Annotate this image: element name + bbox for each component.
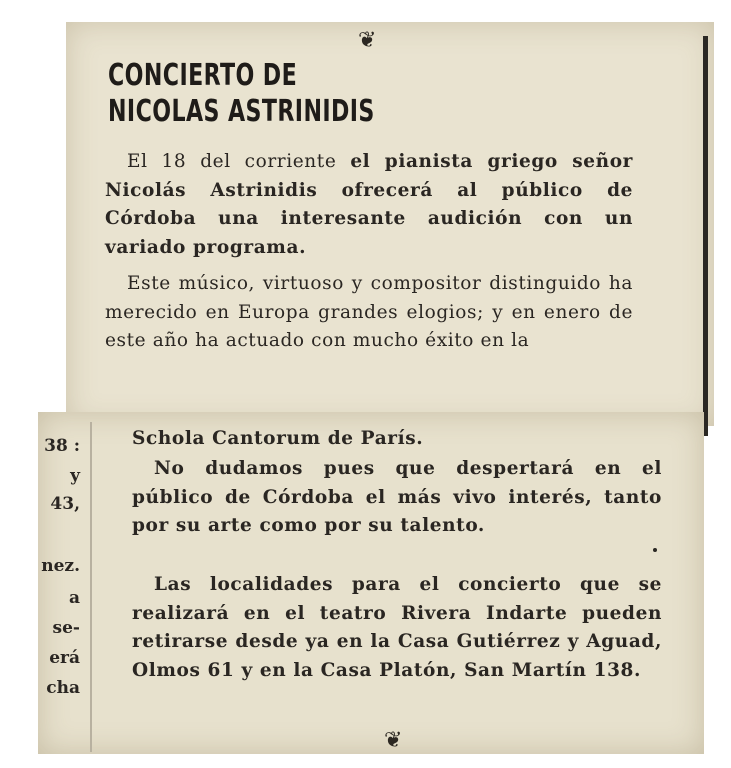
fragment-line: nez. (41, 556, 80, 576)
paragraph-tickets (132, 571, 662, 685)
article-headline (108, 58, 375, 130)
paragraph-announcement (105, 148, 633, 262)
paragraph-expectation (132, 455, 662, 541)
bottom-ornament-icon: ❦ (384, 728, 403, 753)
top-ornament-icon: ❦ (358, 28, 377, 53)
fragment-line: a (68, 588, 80, 608)
headline-line-1: CONCIERTO DE (108, 58, 298, 93)
fragment-line: 38 : (44, 436, 80, 456)
fragment-line: se- (52, 618, 80, 638)
paragraph-tickets-text: Las localidades para el concierto que se realizará en el teatro Rivera Indarte pueden retirarse desde ya en la Casa Gutiérrez y Aguad, Olmos 61 y en la Casa Platón, San Martín 138. (132, 574, 662, 681)
column-rule-right (703, 36, 708, 436)
headline-line-2: NICOLAS ASTRINIDIS (108, 94, 375, 129)
fragment-line: 43, (50, 494, 80, 514)
paragraph-biography: Este músico, virtuoso y compositor distinguido ha merecido en Europa grandes elogios; y en enero de este año ha actuado con mucho éxito en la (105, 273, 633, 351)
paragraph-expectation-text: No dudamos pues que despertará en el público de Córdoba el más vivo interés, tanto por su arte como por su talento. (132, 458, 662, 536)
column-rule-left (90, 422, 92, 752)
paragraph-schola-cantorum: Schola Cantorum de París. (132, 428, 424, 449)
fragment-line: y (70, 466, 80, 486)
paragraph-announcement-bold: el pianista griego señor Nicolás Astrinidis ofrecerá al público de Córdoba una interesante audición con un variado programa. (105, 151, 634, 258)
paragraph-announcement-lead: El 18 del corriente (127, 151, 351, 172)
ink-speck (653, 548, 657, 552)
fragment-line: cha (46, 678, 80, 698)
fragment-line: erá (49, 648, 80, 668)
